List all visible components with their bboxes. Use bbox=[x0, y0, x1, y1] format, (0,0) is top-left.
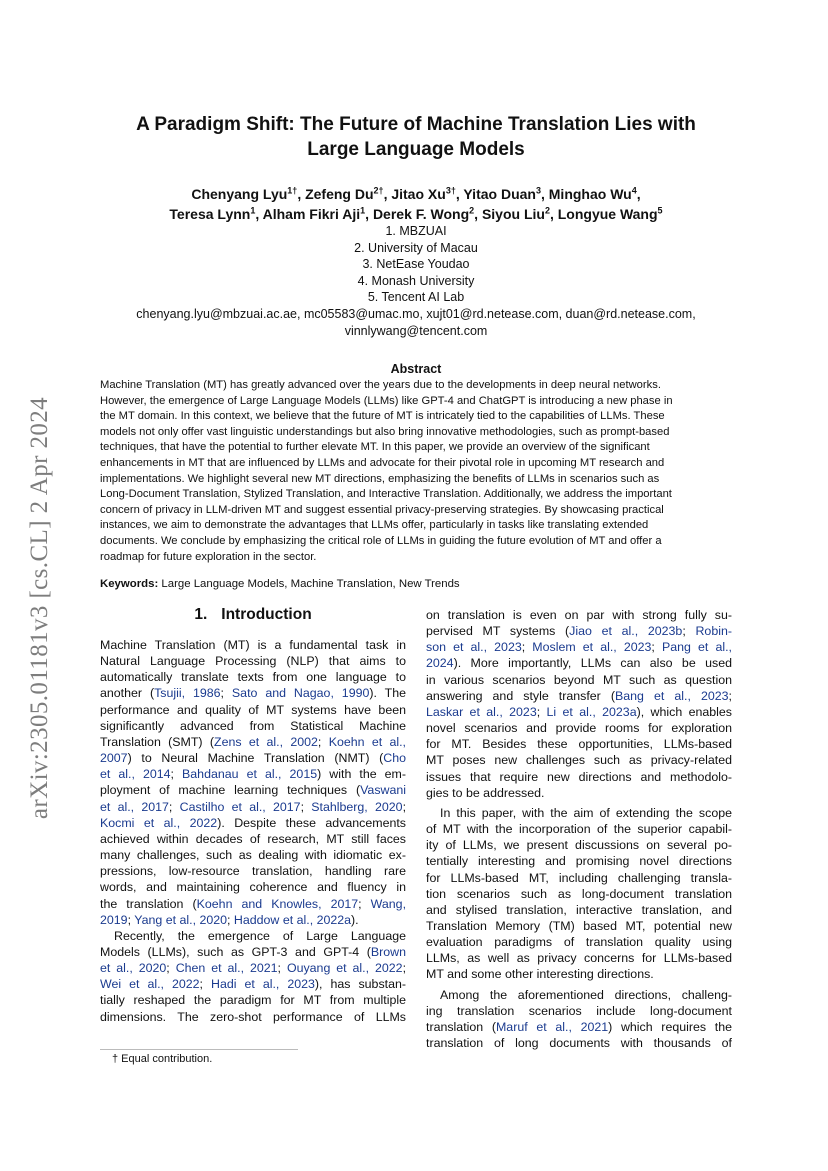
text-run: issues that require new directions and methodolo- bbox=[426, 769, 732, 784]
author-name: Teresa Lynn bbox=[169, 206, 251, 222]
text-run: for LLMs-based MT, including challenging transla- bbox=[426, 870, 732, 885]
abstract-heading: Abstract bbox=[390, 362, 442, 376]
text-run: ; bbox=[220, 686, 232, 701]
author-name: Jitao Xu bbox=[391, 186, 446, 202]
text-line bbox=[426, 966, 732, 982]
text-line bbox=[426, 769, 732, 785]
citation-link[interactable]: Stahlberg, 2020 bbox=[311, 799, 403, 814]
text-run: ), has substan- bbox=[314, 977, 406, 992]
citation-link[interactable]: Castilho et al., 2017 bbox=[179, 799, 301, 814]
text-line bbox=[426, 950, 732, 966]
author-affiliation-marker: 2 bbox=[469, 205, 475, 216]
text-run: on translation is even on par with strong fully su- bbox=[426, 608, 732, 622]
abstract-line: concern of privacy in LLM-driven MT and suggest essential privacy-preserving strategies. By showcasing practical bbox=[100, 503, 664, 516]
text-run: Translation (SMT) ( bbox=[100, 734, 214, 749]
text-run: ; bbox=[402, 799, 407, 814]
citation-link[interactable]: et al., 2017 bbox=[100, 799, 169, 814]
text-run: novel scenarios and provide rooms for exploration bbox=[426, 721, 732, 736]
citation-link[interactable]: Wang, bbox=[370, 896, 407, 911]
text-line bbox=[426, 853, 732, 869]
text-line bbox=[100, 976, 406, 992]
text-run: Translation Memory (TM) based MT, potential new bbox=[426, 918, 732, 933]
footnote-rule bbox=[100, 1049, 298, 1050]
text-run: the translation ( bbox=[100, 896, 197, 911]
left-column-text bbox=[100, 637, 406, 1025]
abstract-line: instances, we aim to demonstrate the advantages that LLMs offer, particularly in tasks like translating extended bbox=[100, 519, 649, 532]
text-run: tion scenarios such as long-document translation bbox=[426, 886, 732, 901]
author-affiliation-marker: 2† bbox=[373, 185, 384, 196]
footnote: † Equal contribution. bbox=[112, 1053, 213, 1065]
author-affiliation-marker: 5 bbox=[657, 205, 663, 216]
text-run: Models (LLMs), such as GPT-3 and GPT-4 ( bbox=[100, 944, 371, 959]
text-run: LLMs, as well as privacy concerns for LLMs-based bbox=[426, 951, 732, 966]
text-line bbox=[426, 672, 732, 688]
author-affiliation-marker: 1 bbox=[360, 205, 366, 216]
abstract-line: techniques, that have the potential to further elevate MT. In this paper, we provide an overview of the significant bbox=[100, 441, 650, 454]
citation-link[interactable]: 2024 bbox=[426, 656, 454, 671]
text-run: gies to be addressed. bbox=[426, 785, 545, 800]
text-line bbox=[100, 831, 406, 847]
author-affiliation-marker: 3† bbox=[445, 185, 456, 196]
title-line: Large Language Models bbox=[307, 139, 525, 160]
text-line bbox=[100, 863, 406, 879]
text-line bbox=[100, 799, 406, 815]
citation-link[interactable]: Li et al., 2023a bbox=[546, 704, 637, 719]
text-line bbox=[100, 669, 406, 685]
abstract-line: However, the emergence of Large Language Models (LLMs) like GPT-4 and ChatGPT is introducing a new phase in bbox=[100, 394, 673, 407]
text-run: Recently, the emergence of Large Language bbox=[114, 928, 406, 943]
citation-link[interactable]: Pang et al., bbox=[661, 640, 733, 655]
citation-link[interactable]: Vaswani bbox=[360, 783, 406, 798]
text-run: of MT with the incorporation of the superior capabil- bbox=[426, 822, 732, 837]
citation-link[interactable]: Haddow et al., 2022a bbox=[233, 912, 352, 927]
text-run: ; bbox=[300, 799, 312, 814]
text-run: ; bbox=[277, 961, 287, 976]
citation-link[interactable]: Bang et al., 2023 bbox=[615, 688, 729, 703]
citation-link[interactable]: Kocmi et al., 2022 bbox=[100, 815, 218, 830]
citation-link[interactable]: Bahdanau et al., 2015 bbox=[182, 767, 318, 782]
citation-link[interactable]: Brown bbox=[370, 944, 406, 959]
text-run: translation of long documents with thousands of bbox=[426, 1036, 732, 1051]
text-run: ; bbox=[317, 734, 329, 749]
abstract-line: enhancements in MT that are influenced by LLMs and advocate for their pivotal role in upcoming MT research and bbox=[100, 456, 665, 469]
text-run: ; bbox=[682, 624, 696, 639]
citation-link[interactable]: Laskar et al., 2023 bbox=[426, 704, 537, 719]
author-name: Siyou Liu bbox=[481, 206, 545, 222]
citation-link[interactable]: son et al., 2023 bbox=[426, 640, 522, 655]
author-line: Teresa Lynn$^1$, Alham Fikri Aji$^1$, Derek F. Wong$^2$, Siyou Liu$^2$, Longyue Wang$^5$ bbox=[169, 205, 663, 222]
citation-link[interactable]: Robin- bbox=[695, 624, 732, 639]
text-run: ) with the em- bbox=[317, 767, 406, 782]
author-name: Longyue Wang bbox=[557, 206, 658, 222]
text-run: significantly advanced from Statistical Machine bbox=[100, 718, 406, 733]
text-run: another ( bbox=[100, 686, 155, 701]
author-name: Minghao Wu bbox=[548, 186, 632, 202]
text-line bbox=[426, 902, 732, 918]
text-line bbox=[426, 918, 732, 934]
text-run: evaluation paradigms of translation quality using bbox=[426, 935, 732, 950]
arxiv-identifier: arXiv:2305.01181v3 [cs.CL] 2 Apr 2024 bbox=[26, 396, 54, 820]
text-run: ; bbox=[227, 912, 234, 927]
text-run: MT poses new challenges such as privacy-related bbox=[426, 753, 732, 768]
text-run: words, and maintaining coherence and fluency in bbox=[100, 880, 406, 895]
affiliation: 2. University of Macau bbox=[354, 240, 478, 255]
abstract-line: roadmap for future exploration in the sector. bbox=[100, 550, 317, 563]
text-run: translation ( bbox=[426, 1019, 496, 1034]
text-line bbox=[426, 720, 732, 736]
text-line bbox=[100, 637, 406, 653]
citation-link[interactable]: Koehn and Knowles, 2017 bbox=[196, 896, 359, 911]
author-line: Chenyang Lyu$^{1\dagger}$, Zefeng $Du^{2\dagger}$, Jitao $Xu^{3\dagger}$, Yitao Duan$^3$, Minghao Wu$^4$, bbox=[191, 185, 641, 202]
text-run: ). More importantly, LLMs can also be used bbox=[453, 656, 732, 671]
text-run: pressions, low-resource translation, handling rare bbox=[100, 864, 406, 879]
text-line bbox=[100, 847, 406, 863]
text-line bbox=[100, 960, 406, 976]
text-line bbox=[426, 837, 732, 853]
affiliations bbox=[100, 223, 732, 339]
text-run: automatically translate texts from one language to bbox=[100, 670, 406, 685]
text-line bbox=[426, 655, 732, 671]
text-line bbox=[100, 782, 406, 798]
text-run: ing translation scenarios include long-document bbox=[426, 1003, 732, 1018]
citation-link[interactable]: 2019 bbox=[100, 912, 128, 927]
text-run: In this paper, with the aim of extending the scope bbox=[440, 805, 732, 820]
citation-link[interactable]: Ouyang et al., 2022 bbox=[286, 961, 403, 976]
text-line bbox=[100, 750, 406, 766]
text-run: many challenges, such as dealing with idiomatic ex- bbox=[100, 848, 406, 863]
text-run: ; bbox=[358, 896, 371, 911]
text-line bbox=[426, 821, 732, 837]
text-run: ) which requires the bbox=[608, 1019, 732, 1034]
affiliation: 1. MBZUAI bbox=[385, 224, 447, 238]
text-line bbox=[100, 685, 406, 701]
text-line bbox=[100, 912, 406, 928]
text-line bbox=[426, 886, 732, 902]
text-line bbox=[100, 815, 406, 831]
citation-link[interactable]: 2007 bbox=[100, 751, 128, 766]
email-line: chenyang.lyu@mbzuai.ac.ae, mc05583@umac.mo, xujt01@rd.netease.com, duan@rd.netease.com, bbox=[136, 306, 696, 321]
author-name: Alham Fikri Aji bbox=[262, 206, 361, 222]
text-line bbox=[426, 688, 732, 704]
citation-link[interactable]: Jiao et al., 2023b bbox=[569, 624, 683, 639]
text-run: and stylised translation, interactive translation, and bbox=[426, 902, 732, 917]
text-line bbox=[426, 639, 732, 655]
text-run: ; bbox=[166, 961, 176, 976]
author-name: Derek F. Wong bbox=[372, 206, 470, 222]
text-line bbox=[100, 653, 406, 669]
text-line bbox=[426, 805, 732, 821]
abstract-line: the MT domain. In this context, we believe that the future of MT is intricately tied to the capabilities of LLMs. These bbox=[100, 410, 665, 423]
text-run: performance and quality of MT systems have been bbox=[100, 702, 406, 717]
text-run: ployment of machine learning techniques ( bbox=[100, 783, 361, 798]
text-line bbox=[426, 704, 732, 720]
text-line bbox=[100, 734, 406, 750]
abstract-line: models not only offer vast linguistic understandings but also bring innovative methodologies, such as prompt-based bbox=[100, 425, 670, 438]
text-line bbox=[426, 785, 732, 801]
author-affiliation-marker: 4 bbox=[631, 185, 637, 196]
text-run: Among the aforementioned directions, challeng- bbox=[440, 987, 732, 1002]
affiliation: 4. Monash University bbox=[357, 273, 475, 288]
keywords bbox=[100, 578, 732, 590]
text-run: ; bbox=[521, 640, 533, 655]
paper-title bbox=[100, 112, 732, 162]
text-run: tially reshaped the paradigm for MT from multiple bbox=[100, 993, 406, 1008]
citation-link[interactable]: Wei et al., 2022 bbox=[100, 977, 200, 992]
author-name: Chenyang Lyu bbox=[191, 186, 288, 202]
text-run: Natural Language Processing (NLP) that aims to bbox=[100, 654, 406, 669]
citation-link[interactable]: Cho bbox=[383, 751, 406, 766]
text-line bbox=[100, 896, 406, 912]
text-run: ) to Neural Machine Translation (NMT) ( bbox=[127, 751, 384, 766]
text-run: in various scenarios beyond MT such as question bbox=[426, 672, 732, 687]
text-run: ). Despite these advancements bbox=[217, 815, 406, 830]
text-line bbox=[100, 928, 406, 944]
author-name: Yitao Duan bbox=[463, 186, 536, 202]
text-run: ). The bbox=[369, 686, 406, 701]
citation-link[interactable]: Hadi et al., 2023 bbox=[211, 977, 315, 992]
text-line bbox=[426, 987, 732, 1003]
right-column-text bbox=[426, 607, 732, 1051]
text-run: tentially interesting and promising novel directions bbox=[426, 854, 732, 869]
text-run: Machine Translation (MT) is a fundamental task in bbox=[100, 638, 406, 652]
text-line bbox=[426, 934, 732, 950]
text-run: dimensions. The zero-shot performance of LLMs bbox=[100, 1009, 406, 1024]
text-run: ). bbox=[351, 912, 359, 927]
abstract-line: implementations. We highlight several new MT directions, emphasizing the benefits of LLMs in scenarios such as bbox=[100, 472, 660, 485]
text-run: ; bbox=[168, 799, 180, 814]
text-line bbox=[426, 1019, 732, 1035]
text-run: answering and style transfer ( bbox=[426, 688, 615, 703]
text-line bbox=[100, 718, 406, 734]
citation-link[interactable]: Yang et al., 2020 bbox=[134, 912, 228, 927]
citation-link[interactable]: Moslem et al., 2023 bbox=[532, 640, 652, 655]
author-affiliation-marker: 1 bbox=[250, 205, 256, 216]
author-name: Zefeng Du bbox=[305, 186, 374, 202]
text-run: ; bbox=[402, 961, 407, 976]
text-line bbox=[100, 992, 406, 1008]
affiliation: 5. Tencent AI Lab bbox=[367, 290, 465, 305]
citation-link[interactable]: Koehn et al., bbox=[328, 734, 407, 749]
citation-link[interactable]: Sato and Nagao, 1990 bbox=[231, 686, 370, 701]
text-run: MT and some other interesting directions. bbox=[426, 967, 654, 982]
text-run: ity of LLMs, we present discussions on several po- bbox=[426, 838, 732, 853]
author-affiliation-marker: 1† bbox=[287, 185, 298, 196]
affiliation: 3. NetEase Youdao bbox=[362, 257, 470, 272]
text-line bbox=[100, 944, 406, 960]
citation-link[interactable]: et al., 2014 bbox=[100, 767, 171, 782]
text-line bbox=[426, 623, 732, 639]
text-run: pervised MT systems ( bbox=[426, 624, 570, 639]
text-run: ), which enables bbox=[636, 704, 732, 719]
text-line bbox=[100, 879, 406, 895]
citation-link[interactable]: Zens et al., 2002 bbox=[214, 734, 318, 749]
text-run: ; bbox=[651, 640, 662, 655]
section-number: 1. bbox=[194, 606, 208, 623]
text-line bbox=[426, 870, 732, 886]
citation-link[interactable]: Maruf et al., 2021 bbox=[495, 1019, 609, 1034]
text-line bbox=[100, 766, 406, 782]
citation-link[interactable]: Chen et al., 2021 bbox=[175, 961, 278, 976]
author-affiliation-marker: 2 bbox=[544, 205, 550, 216]
text-line bbox=[100, 1009, 406, 1025]
text-line bbox=[426, 607, 732, 623]
text-line bbox=[100, 702, 406, 718]
abstract-body bbox=[100, 378, 732, 565]
citation-link[interactable]: et al., 2020 bbox=[100, 961, 167, 976]
keywords-label: Keywords: bbox=[100, 578, 159, 590]
text-run: for MT. Besides these opportunities, LLMs-based bbox=[426, 737, 732, 752]
text-line bbox=[426, 1035, 732, 1051]
text-line bbox=[426, 752, 732, 768]
text-line bbox=[426, 736, 732, 752]
text-run: ; bbox=[536, 704, 547, 719]
abstract-line: Machine Translation (MT) has greatly advanced over the years due to the developments in deep neural networks. bbox=[100, 379, 661, 391]
section-heading bbox=[100, 606, 406, 624]
abstract-line: Long-Document Translation, Stylized Translation, and Interactive Translation. Additionally, we address the important bbox=[100, 488, 672, 501]
text-line bbox=[426, 1003, 732, 1019]
text-run: achieved within decades of research, MT still faces bbox=[100, 831, 406, 846]
section-title: Introduction bbox=[221, 606, 312, 623]
email-line: vinnlywang@tencent.com bbox=[344, 323, 488, 338]
citation-link[interactable]: Tsujii, 1986 bbox=[154, 686, 221, 701]
title-line: A Paradigm Shift: The Future of Machine Translation Lies with bbox=[136, 114, 696, 135]
keywords-text: Large Language Models, Machine Translation, New Trends bbox=[158, 578, 460, 590]
abstract-line: documents. We conclude by emphasizing the critical role of LLMs in guiding the future evolution of MT and offer a bbox=[100, 534, 662, 547]
text-run: ; bbox=[199, 977, 211, 992]
author-affiliation-marker: 3 bbox=[535, 185, 541, 196]
arxiv-side-stamp bbox=[18, 372, 62, 844]
author-list bbox=[100, 184, 732, 224]
text-run: ; bbox=[728, 688, 732, 703]
text-run: ; bbox=[170, 767, 183, 782]
text-run: ; bbox=[127, 912, 135, 927]
